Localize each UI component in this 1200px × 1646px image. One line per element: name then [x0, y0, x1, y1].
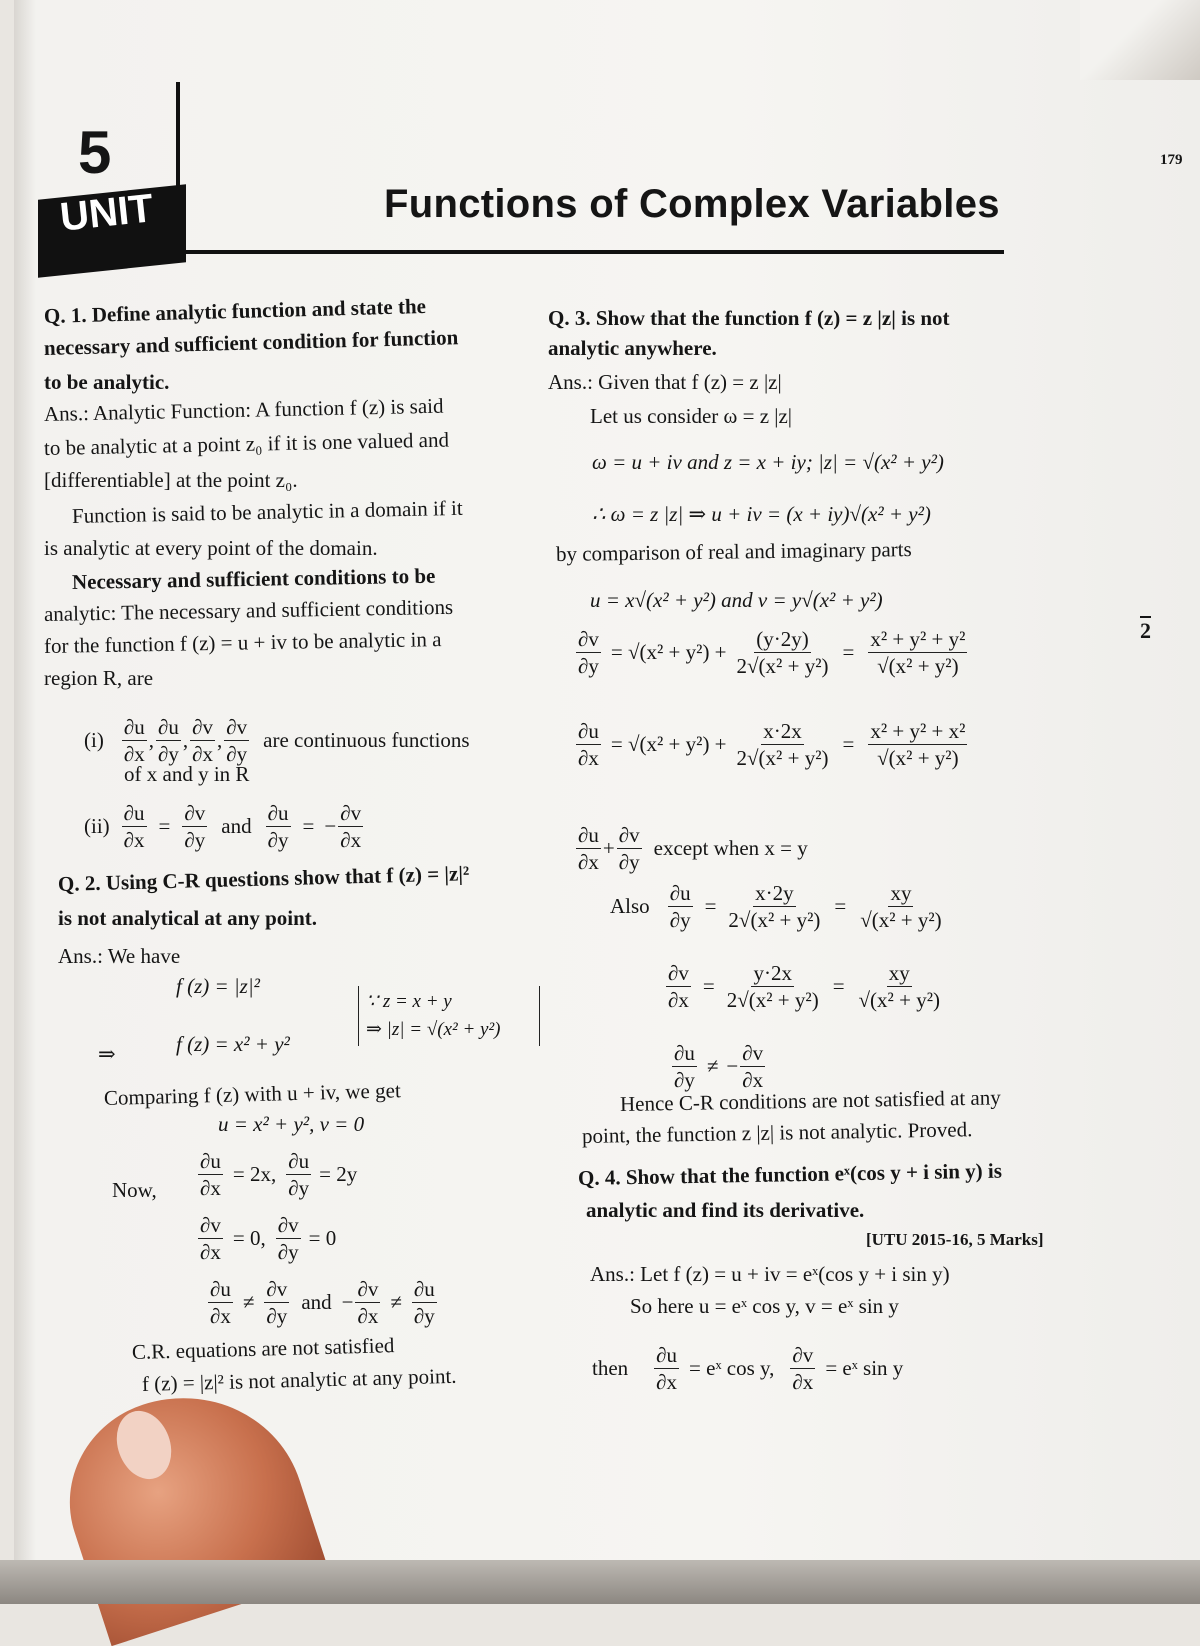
- q1-para-line3: Necessary and sufficient conditions to be: [71, 563, 436, 594]
- q3-line1: Let us consider ω = z |z|: [590, 404, 793, 428]
- partial-fraction: $\frac{\partial v}{\partial x}$: [742, 1041, 764, 1092]
- page-corner: [1080, 0, 1200, 80]
- partial-fraction: $\frac{\partial u}{\partial x}$: [578, 823, 599, 874]
- page-number: 179: [1160, 152, 1183, 168]
- partial-fraction: $\frac{\partial v}{\partial x}$: [340, 801, 362, 852]
- q1-para-line5: for the function f (z) = u + iv to be analytic in a: [43, 627, 442, 658]
- q3-line5: u = x√(x² + y²) and v = y√(x² + y²): [590, 588, 883, 612]
- q1-heading-line1: Q. 1. Define analytic function and state the: [43, 294, 427, 328]
- q2-conclusion-line2: f (z) = |z|² is not analytic at any point.: [141, 1363, 457, 1396]
- q2-conclusion-line1: C.R. equations are not satisfied: [131, 1333, 395, 1364]
- q4-source: [UTU 2015-16, 5 Marks]: [866, 1230, 1044, 1249]
- q2-heading-line1: Q. 2. Using C-R questions show that f (z) = |z|²: [57, 861, 470, 896]
- partial-fraction: $\frac{\partial v}{\partial x}$: [668, 961, 689, 1012]
- condition-i-text: are continuous functions: [263, 728, 470, 752]
- unit-number: 5: [78, 119, 112, 186]
- q2-derivatives-v: $\frac{\partial v}{\partial x}$ = 0, $\frac{\partial v}{\partial y}$ = 0: [200, 1213, 337, 1264]
- q2-eq1: f (z) = |z|²: [176, 974, 260, 998]
- condition-ii: (ii) $\frac{\partial u}{\partial x}$ = $\frac{\partial v}{\partial y}$ and $\frac{\partial u}{\partial y}$ = − $\frac{\partial v}{\partial x}$: [84, 801, 362, 852]
- q2-derivatives-u: $\frac{\partial u}{\partial x}$ = 2x, $\frac{\partial u}{\partial y}$ = 2y: [200, 1149, 358, 1200]
- partial-fraction: $\frac{\partial v}{\partial y}$: [618, 823, 640, 874]
- partial-fraction: $\frac{\partial u}{\partial y}$: [267, 801, 289, 852]
- q3-line4: by comparison of real and imaginary parts: [555, 537, 912, 566]
- fraction: $\frac{xy}{\text{√(x² + y²)}}$: [860, 881, 942, 932]
- q4-heading-line1: Q. 4. Show that the function eˣ(cos y + i sin y) is: [577, 1158, 1003, 1190]
- q1-para-line1: Function is said to be analytic in a domain if it: [71, 495, 463, 528]
- header-rule: [176, 250, 1004, 254]
- fraction: $\frac{\text{x² + y² + x²}}{\text{√(x² + y²)}}$: [870, 719, 966, 770]
- fraction: $\frac{x\cdot 2x}{\text{2√(x² + y²)}}$: [736, 719, 829, 770]
- condition-i-text2: of x and y in R: [124, 762, 250, 786]
- fraction: $\frac{y\cdot 2x}{\text{2√(x² + y²)}}$: [726, 961, 819, 1012]
- q2-now: Now,: [112, 1178, 157, 1202]
- q4-line1: So here u = eˣ cos y, v = eˣ sin y: [630, 1294, 899, 1318]
- q3-also: Also $\frac{\partial u}{\partial y}$ = $\frac{x\cdot 2y}{\text{2√(x² + y²)}}$ = $\frac{xy}{\text{√(x² + y²)}}$: [610, 881, 942, 932]
- q2-comparing: Comparing f (z) with u + iv, we get: [103, 1078, 402, 1110]
- q2-inequalities: $\frac{\partial u}{\partial x}$ ≠ $\frac{\partial v}{\partial y}$ and − $\frac{\partial v}{\partial x}$ ≠ $\frac{\partial u}{\partial y}$: [210, 1277, 435, 1328]
- fraction: $\frac{(y\cdot 2y)}{\text{2√(x² + y²)}}$: [736, 627, 829, 678]
- q1-heading-line3: to be analytic.: [44, 370, 170, 394]
- q1-para-line6: region R, are: [44, 666, 154, 690]
- q2-bracket-line1: ∵ z = x + y: [366, 991, 452, 1012]
- partial-fraction: $\frac{\partial v}{\partial x}$: [357, 1277, 379, 1328]
- implies-arrow: ⇒: [98, 1042, 116, 1066]
- q2-answer: Ans.: We have: [58, 944, 181, 968]
- fraction: $\frac{x\cdot 2y}{\text{2√(x² + y²)}}$: [728, 881, 821, 932]
- q2-uv: u = x² + y², v = 0: [218, 1112, 365, 1136]
- q3-except: $\frac{\partial u}{\partial x}$ + $\frac{\partial v}{\partial y}$ except when x = y: [578, 823, 808, 874]
- partial-fraction: $\frac{\partial v}{\partial y}$: [266, 1277, 288, 1328]
- partial-fraction: $\frac{\partial v}{\partial x}$: [192, 715, 213, 766]
- partial-fraction: $\frac{\partial v}{\partial y}$: [226, 715, 248, 766]
- partial-fraction: $\frac{\partial u}{\partial x}$: [656, 1343, 678, 1394]
- q2-heading-line2: is not analytical at any point.: [58, 906, 318, 930]
- q3-dv-dy: $\frac{\partial v}{\partial y}$ = √(x² + y²) + $\frac{(y\cdot 2y)}{\text{2√(x² + y²)}}$ = $\frac{\text{x² + y² + y²}}{\text{√(x² + y²)}}$: [578, 627, 966, 678]
- unit-label: UNIT: [58, 186, 156, 240]
- q3-du-dx: $\frac{\partial u}{\partial x}$ = √(x² + y²) + $\frac{x\cdot 2x}{\text{2√(x² + y²)}}$ = $\frac{\text{x² + y² + x²}}{\text{√(x² + y²)}}$: [578, 719, 966, 770]
- fraction: $\frac{\text{x² + y² + y²}}{\text{√(x² + y²)}}$: [870, 627, 966, 678]
- header-vertical-rule: [176, 82, 180, 232]
- partial-fraction: $\frac{\partial u}{\partial y}$: [669, 881, 691, 932]
- partial-fraction: $\frac{\partial v}{\partial y}$: [277, 1213, 299, 1264]
- partial-fraction: $\frac{\partial v}{\partial x}$: [792, 1343, 814, 1394]
- q3-line2: ω = u + iv and z = x + iy; |z| = √(x² + y²): [592, 450, 944, 474]
- q3-hence-line1: Hence C-R conditions are not satisfied at any: [619, 1085, 1001, 1116]
- q3-hence-line2: point, the function z |z| is not analytic. Proved.: [581, 1117, 973, 1148]
- chapter-title: Functions of Complex Variables: [384, 182, 1000, 226]
- q1-answer-line2: to be analytic at a point z₀ if it is one valued and: [43, 427, 450, 460]
- q3-inequality: $\frac{\partial u}{\partial y}$ ≠ − $\frac{\partial v}{\partial x}$: [674, 1041, 764, 1092]
- q1-heading-line2: necessary and sufficient condition for function: [43, 325, 459, 360]
- partial-fraction: $\frac{\partial u}{\partial x}$: [200, 1149, 221, 1200]
- q1-para-line4: analytic: The necessary and sufficient conditions: [43, 594, 454, 626]
- q2-eq2: f (z) = x² + y²: [176, 1032, 290, 1056]
- q3-dv-dx: $\frac{\partial v}{\partial x}$ = $\frac{y\cdot 2x}{\text{2√(x² + y²)}}$ = $\frac{xy}{\text{√(x² + y²)}}$: [668, 961, 940, 1012]
- q2-bracket-line2: ⇒ |z| = √(x² + y²): [366, 1019, 501, 1040]
- partial-fraction: $\frac{\partial u}{\partial y}$: [288, 1149, 310, 1200]
- partial-fraction: $\frac{\partial v}{\partial x}$: [200, 1213, 221, 1264]
- fraction: $\frac{xy}{\text{√(x² + y²)}}$: [858, 961, 940, 1012]
- margin-mark: 2: [1140, 618, 1151, 643]
- page-bottom-shadow: [0, 1560, 1200, 1604]
- q1-para-line2: is analytic at every point of the domain.: [44, 536, 378, 560]
- partial-fraction: $\frac{\partial u}{\partial x}$: [578, 719, 599, 770]
- partial-fraction: $\frac{\partial u}{\partial y}$: [674, 1041, 695, 1092]
- partial-fraction: $\frac{\partial u}{\partial x}$: [123, 715, 145, 766]
- q3-heading-line1: Q. 3. Show that the function f (z) = z |z| is not: [548, 306, 950, 330]
- q3-heading-line2: analytic anywhere.: [548, 336, 717, 360]
- partial-fraction: $\frac{\partial u}{\partial x}$: [123, 801, 145, 852]
- partial-fraction: $\frac{\partial v}{\partial y}$: [578, 627, 599, 678]
- q1-answer-line1: Ans.: Analytic Function: A function f (z) is said: [43, 393, 444, 426]
- condition-ii-label: (ii): [84, 814, 110, 838]
- q4-answer: Ans.: Let f (z) = u + iv = eˣ(cos y + i sin y): [590, 1262, 950, 1286]
- partial-fraction: $\frac{\partial u}{\partial x}$: [210, 1277, 231, 1328]
- condition-i-label: (i): [84, 728, 104, 752]
- q3-answer: Ans.: Given that f (z) = z |z|: [548, 370, 782, 394]
- partial-fraction: $\frac{\partial u}{\partial y}$: [413, 1277, 435, 1328]
- q4-derivatives: then $\frac{\partial u}{\partial x}$ = eˣ cos y, $\frac{\partial v}{\partial x}$ = eˣ sin y: [592, 1343, 904, 1394]
- q3-line3: ∴ ω = z |z| ⇒ u + iv = (x + iy)√(x² + y²): [592, 502, 931, 526]
- q4-heading-line2: analytic and find its derivative.: [586, 1198, 865, 1222]
- partial-fraction: $\frac{\partial u}{\partial y}$: [157, 715, 179, 766]
- q1-answer-line3: [differentiable] at the point z₀.: [44, 468, 298, 492]
- condition-i: (i) $\frac{\partial u}{\partial x}$ , $\frac{\partial u}{\partial y}$ , $\frac{\partial v}{\partial x}$ , $\frac{\partial v}{\partial y}$ are continuous functions: [84, 715, 470, 766]
- partial-fraction: $\frac{\partial v}{\partial y}$: [184, 801, 206, 852]
